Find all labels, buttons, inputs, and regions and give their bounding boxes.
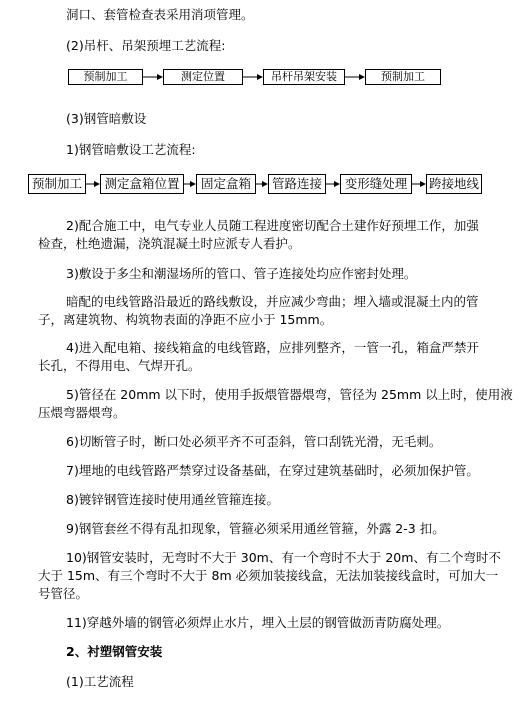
flow-step-2: 测定盒箱位置: [100, 174, 184, 194]
flow-step-4: 管路连接: [268, 174, 326, 194]
hanger-process-flowchart: [0, 69, 528, 85]
text-line: 号管径。: [38, 586, 89, 601]
text-line: 长孔，不得用电、气焊开孔。: [38, 358, 201, 373]
text-line: 10)钢管安装时，无弯时不大于 30m、有一个弯时不大于 20m、有二个弯时不: [66, 550, 501, 565]
arrow-right-icon: [243, 69, 263, 85]
flow-step-4: 预制加工: [365, 69, 441, 85]
text-line: 检查，杜绝遗漏，浇筑混凝土时应派专人看护。: [38, 236, 301, 251]
flow-step-5: 变形缝处理: [340, 174, 412, 194]
text-line: 2)配合施工中，电气专业人员随工程进度密切配合土建作好预埋工作，加强: [66, 218, 479, 233]
arrow-right-icon: [256, 174, 268, 194]
arrow-right-icon: [326, 174, 340, 194]
arrow-right-icon: [412, 174, 426, 194]
flow-step-3: 吊杆吊架安装: [263, 69, 345, 85]
flow-step-1: 预制加工: [68, 69, 143, 85]
text-line: 6)切断管子时，断口处必须平齐不可歪斜，管口刮铣光滑，无毛刺。: [66, 434, 442, 449]
flow-step-3: 固定盒箱: [196, 174, 256, 194]
text-line: 4)进入配电箱、接线箱盒的电线管路，应排列整齐，一管一孔，箱盒严禁开: [66, 340, 479, 355]
section-heading-plastic-lined-pipe: 2、衬塑钢管安装: [66, 644, 163, 659]
section-heading-hanger-flow: (2)吊杆、吊架预埋工艺流程:: [66, 38, 226, 53]
text-line: 3)敷设于多尘和潮湿场所的管口、管子连接处均应作密封处理。: [66, 266, 417, 281]
text-line: 暗配的电线管路沿最近的路线敷设，并应减少弯曲；埋入墙或混凝土内的管: [66, 294, 479, 309]
text-line: 洞口、套管检查表采用消项管理。: [66, 7, 254, 22]
flow-step-1: 预制加工: [28, 174, 86, 194]
section-heading-process-flow: (1)工艺流程: [66, 674, 134, 689]
text-line: 11)穿越外墙的钢管必须焊止水片，埋入土层的钢管做沥青防腐处理。: [66, 615, 450, 630]
section-heading-conduit: (3)钢管暗敷设: [66, 111, 147, 126]
text-line: 5)管径在 20mm 以下时，使用手扳煨管器煨弯，管径为 25mm 以上时，使用液: [66, 387, 513, 402]
text-line: 8)镀锌钢管连接时使用通丝管箍连接。: [66, 492, 279, 507]
text-line: 大于 15m、有三个弯时不大于 8m 必须加装接线盒，无法加装接线盒时，可加大一: [38, 568, 499, 583]
arrow-right-icon: [86, 174, 100, 194]
text-line: 7)埋地的电线管路严禁穿过设备基础，在穿过建筑基础时，必须加保护管。: [66, 463, 479, 478]
text-line: 9)钢管套丝不得有乱扣现象，管箍必须采用通丝管箍，外露 2-3 扣。: [66, 521, 445, 536]
text-line: 压煨弯器煨弯。: [38, 405, 126, 420]
arrow-right-icon: [184, 174, 196, 194]
conduit-process-flowchart: [0, 174, 528, 194]
flow-step-2: 测定位置: [163, 69, 243, 85]
text-line: 子，离建筑物、构筑物表面的净距不应小于 15mm。: [38, 312, 333, 327]
section-heading-conduit-flow: 1)钢管暗敷设工艺流程:: [66, 142, 196, 157]
arrow-right-icon: [143, 69, 163, 85]
arrow-right-icon: [345, 69, 365, 85]
flow-step-6: 跨接地线: [426, 174, 482, 194]
